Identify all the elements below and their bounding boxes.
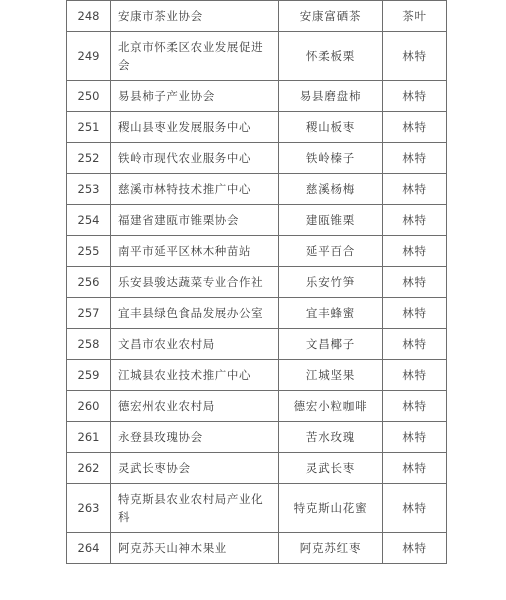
table-row	[67, 453, 447, 484]
product-brand: 阿克苏红枣	[279, 533, 383, 564]
product-brand: 延平百合	[279, 236, 383, 267]
applicant-organization: 永登县玫瑰协会	[111, 422, 279, 453]
product-brand: 易县磨盘柿	[279, 81, 383, 112]
applicant-organization: 宜丰县绿色食品发展办公室	[111, 298, 279, 329]
product-category: 林特	[383, 205, 447, 236]
applicant-organization: 南平市延平区林木种苗站	[111, 236, 279, 267]
product-brand: 慈溪杨梅	[279, 174, 383, 205]
product-brand: 灵武长枣	[279, 453, 383, 484]
applicant-organization: 文昌市农业农村局	[111, 329, 279, 360]
row-number: 253	[67, 174, 111, 205]
product-brand: 宜丰蜂蜜	[279, 298, 383, 329]
row-number: 263	[67, 484, 111, 533]
product-brand: 特克斯山花蜜	[279, 484, 383, 533]
product-category: 林特	[383, 174, 447, 205]
row-number: 254	[67, 205, 111, 236]
table-row	[67, 533, 447, 564]
applicant-organization: 福建省建瓯市锥栗协会	[111, 205, 279, 236]
row-number: 251	[67, 112, 111, 143]
row-number: 261	[67, 422, 111, 453]
table-row	[67, 484, 447, 533]
table-row	[67, 360, 447, 391]
table-row	[67, 174, 447, 205]
product-category: 林特	[383, 143, 447, 174]
table-row	[67, 143, 447, 174]
product-brand: 江城坚果	[279, 360, 383, 391]
product-brand: 铁岭榛子	[279, 143, 383, 174]
product-brand: 德宏小粒咖啡	[279, 391, 383, 422]
applicant-organization: 阿克苏天山神木果业	[111, 533, 279, 564]
product-category: 林特	[383, 329, 447, 360]
applicant-organization: 稷山县枣业发展服务中心	[111, 112, 279, 143]
applicant-organization: 慈溪市林特技术推广中心	[111, 174, 279, 205]
table-row	[67, 236, 447, 267]
product-brand: 乐安竹笋	[279, 267, 383, 298]
product-category: 林特	[383, 484, 447, 533]
product-category: 林特	[383, 453, 447, 484]
product-category: 林特	[383, 81, 447, 112]
product-brand: 怀柔板栗	[279, 32, 383, 81]
table-row	[67, 391, 447, 422]
row-number: 264	[67, 533, 111, 564]
applicant-organization: 乐安县骏达蔬菜专业合作社	[111, 267, 279, 298]
applicant-organization: 德宏州农业农村局	[111, 391, 279, 422]
product-category: 林特	[383, 360, 447, 391]
product-category: 林特	[383, 533, 447, 564]
applicant-organization: 易县柿子产业协会	[111, 81, 279, 112]
product-category: 林特	[383, 422, 447, 453]
row-number: 252	[67, 143, 111, 174]
product-category: 林特	[383, 32, 447, 81]
applicant-organization: 铁岭市现代农业服务中心	[111, 143, 279, 174]
table-row	[67, 205, 447, 236]
row-number: 249	[67, 32, 111, 81]
table-row	[67, 329, 447, 360]
table-row	[67, 267, 447, 298]
applicant-organization: 安康市茶业协会	[111, 1, 279, 32]
applicant-organization: 特克斯县农业农村局产业化科	[111, 484, 279, 533]
table-row	[67, 422, 447, 453]
product-category: 林特	[383, 112, 447, 143]
table-row	[67, 1, 447, 32]
row-number: 262	[67, 453, 111, 484]
registration-table	[66, 0, 447, 564]
product-brand: 文昌椰子	[279, 329, 383, 360]
table-row	[67, 112, 447, 143]
applicant-organization: 灵武长枣协会	[111, 453, 279, 484]
product-category: 林特	[383, 267, 447, 298]
table-row	[67, 32, 447, 81]
applicant-organization: 江城县农业技术推广中心	[111, 360, 279, 391]
row-number: 257	[67, 298, 111, 329]
row-number: 259	[67, 360, 111, 391]
row-number: 258	[67, 329, 111, 360]
row-number: 256	[67, 267, 111, 298]
product-brand: 苦水玫瑰	[279, 422, 383, 453]
row-number: 250	[67, 81, 111, 112]
product-brand: 建瓯锥栗	[279, 205, 383, 236]
product-category: 林特	[383, 298, 447, 329]
table-row	[67, 81, 447, 112]
table-row	[67, 298, 447, 329]
product-category: 林特	[383, 391, 447, 422]
product-category: 林特	[383, 236, 447, 267]
row-number: 255	[67, 236, 111, 267]
product-brand: 稷山板枣	[279, 112, 383, 143]
product-brand: 安康富硒茶	[279, 1, 383, 32]
row-number: 248	[67, 1, 111, 32]
product-category: 茶叶	[383, 1, 447, 32]
applicant-organization: 北京市怀柔区农业发展促进会	[111, 32, 279, 81]
row-number: 260	[67, 391, 111, 422]
